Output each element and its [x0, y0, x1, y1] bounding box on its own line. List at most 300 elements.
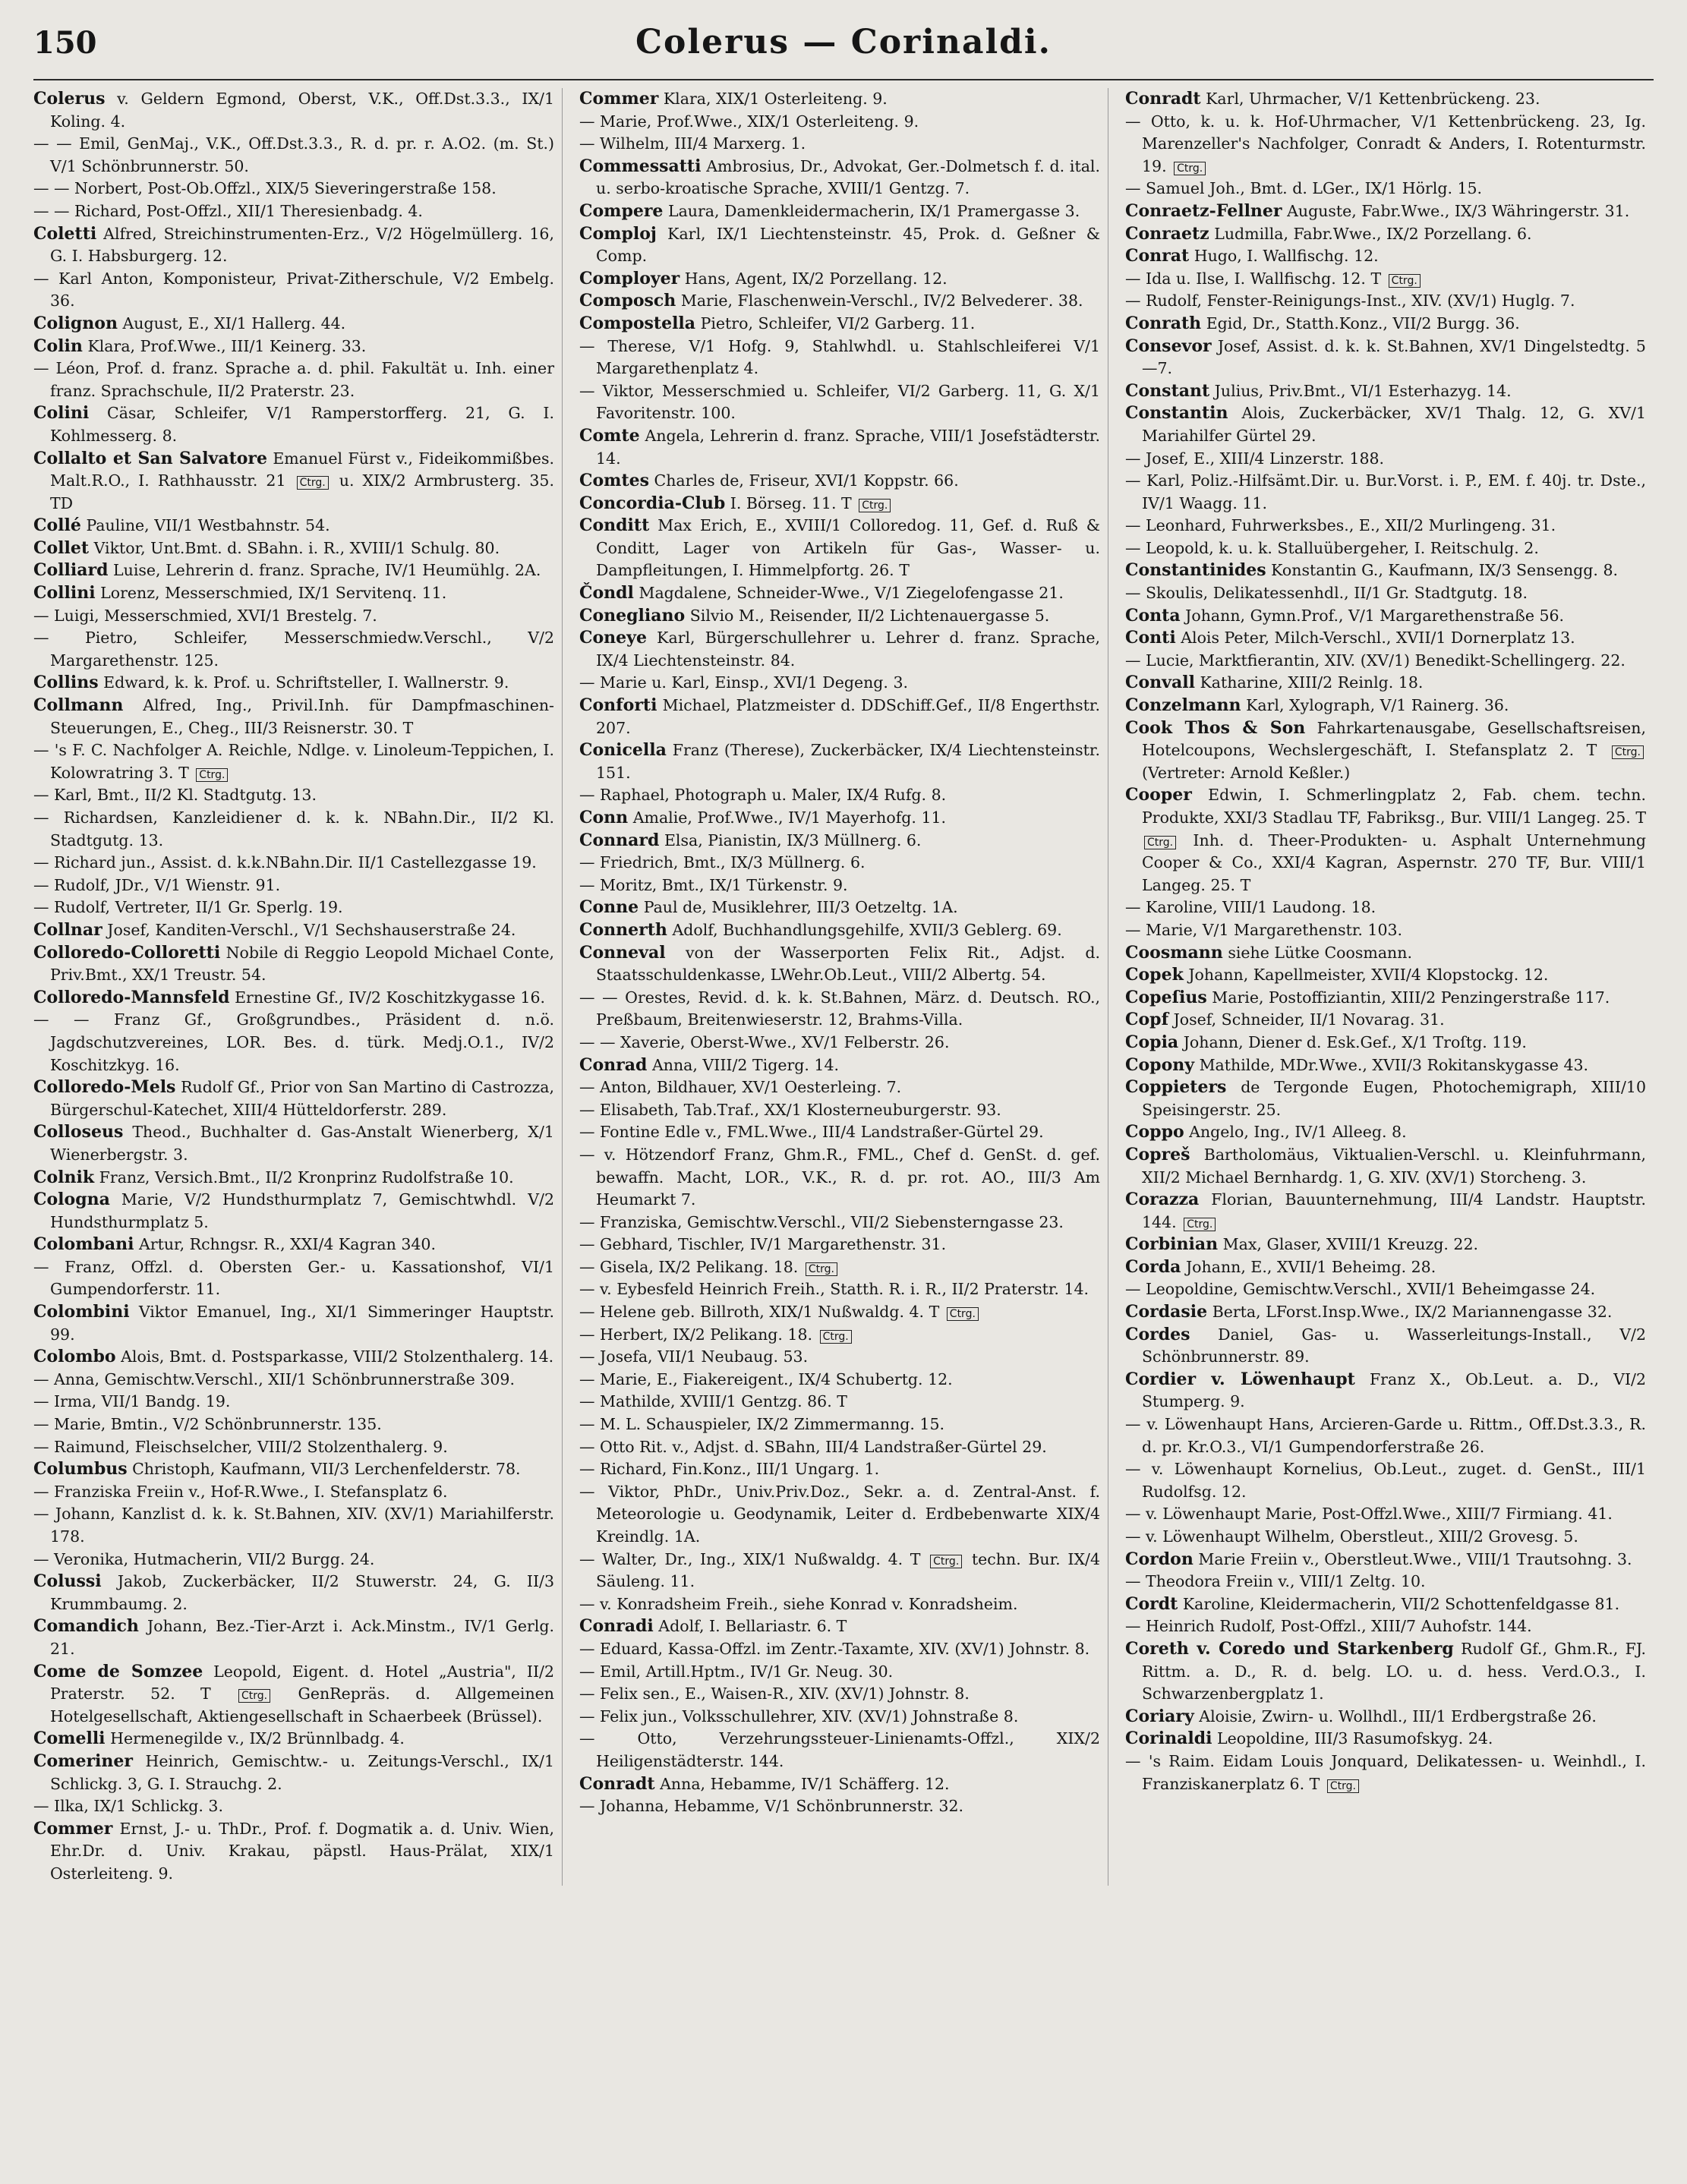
entry-details: — Johanna, Hebamme, V/1 Schönbrunnerstr. 32.: [579, 1797, 964, 1816]
directory-entry: [579, 1054, 1100, 1077]
entry-details: — Luigi, Messerschmied, XVI/1 Brestelg. 7.: [33, 606, 377, 625]
telephone-badge: Ctrg.: [1389, 274, 1421, 288]
entry-details: Florian, Bauunternehmung, III/4 Landstr. Hauptstr. 144.: [1142, 1190, 1646, 1231]
entry-details: Franz (Therese), Zuckerbäcker, IX/4 Liechtensteinstr. 151.: [596, 741, 1100, 782]
directory-entry: [579, 1549, 1100, 1593]
directory-entry: [579, 200, 1100, 223]
entry-details: Alois, Zuckerbäcker, XV/1 Thalg. 12, G. XV/1 Mariahilfer Gürtel 29.: [1142, 404, 1646, 445]
directory-entry: [579, 493, 1100, 515]
telephone-badge: Ctrg.: [1184, 1218, 1216, 1231]
entry-details: Julius, Priv.Bmt., VI/1 Esterhazyg. 14.: [1214, 381, 1512, 400]
entry-details: Cäsar, Schleifer, V/1 Ramperstorfferg. 21, G. I. Kohlmesserg. 8.: [50, 404, 554, 445]
telephone-badge: Ctrg.: [820, 1330, 852, 1344]
entry-details: — Viktor, Messerschmied u. Schleifer, VI/2 Garberg. 11, G. X/1 Favoritenstr. 100.: [579, 381, 1100, 423]
page-title: Colerus — Corinaldi.: [635, 23, 1052, 61]
directory-entry: [579, 1256, 1100, 1279]
directory-entry: [1125, 627, 1646, 650]
directory-entry: [579, 807, 1100, 830]
entry-details-continued: techn. Bur. IX/4 Säuleng. 11.: [596, 1549, 1101, 1591]
entry-surname: Conn: [579, 808, 629, 827]
directory-entry: [1125, 448, 1646, 471]
entry-details: — Viktor, PhDr., Univ.Priv.Doz., Sekr. a. d. Zentral-Anst. f. Meteorologie u. Geodynamik, Leiter d. Erdbebenwarte XIX/4 Kreindlg. 1A.: [579, 1482, 1100, 1546]
directory-entry: [579, 1481, 1100, 1549]
entry-surname: Concordia-Club: [579, 493, 726, 513]
column-3: [1125, 88, 1654, 1886]
entry-details: Franz, Versich.Bmt., II/2 Kronprinz Rudolfstraße 10.: [99, 1168, 514, 1187]
entry-details: — Raimund, Fleischselcher, VIII/2 Stolzenthalerg. 9.: [33, 1437, 448, 1456]
entry-surname: Constant: [1125, 380, 1210, 401]
entry-details: Theod., Buchhalter d. Gas-Anstalt Wienerberg, X/1 Wienerbergstr. 3.: [50, 1123, 554, 1164]
entry-details: — Pietro, Schleifer, Messerschmiedw.Verschl., V/2 Margarethenstr. 125.: [33, 629, 554, 670]
entry-details: — v. Löwenhaupt Marie, Post-Offzl.Wwe., XIII/7 Firmiang. 41.: [1125, 1505, 1613, 1524]
entry-details: — v. Eybesfeld Heinrich Freih., Statth. R. i. R., II/2 Praterstr. 14.: [579, 1280, 1089, 1299]
entry-details: Max, Glaser, XVIII/1 Kreuzg. 22.: [1222, 1235, 1479, 1254]
directory-entry: [1125, 380, 1646, 403]
entry-details: — — Norbert, Post-Ob.Offzl., XIX/5 Sieveringerstraße 158.: [33, 179, 497, 198]
entry-surname: Čondl: [579, 583, 634, 604]
directory-entry: [1125, 111, 1646, 178]
entry-surname: Copia: [1125, 1032, 1179, 1052]
entry-surname: Constantin: [1125, 403, 1228, 424]
entry-surname: Conradi: [579, 1616, 654, 1637]
directory-entry: [579, 1076, 1100, 1099]
entry-surname: Cordier v. Löwenhaupt: [1125, 1369, 1355, 1389]
telephone-badge: Ctrg.: [930, 1555, 962, 1568]
directory-entry: [33, 1346, 554, 1369]
entry-details: — v. Konradsheim Freih., siehe Konrad v. Konradsheim.: [579, 1594, 1018, 1613]
entry-details: — Richard jun., Assist. d. k.k.NBahn.Dir. II/1 Castellezgasse 19.: [33, 853, 537, 872]
entry-surname: Conraetz-Fellner: [1125, 200, 1282, 221]
directory-entry: [1125, 1301, 1646, 1324]
entry-surname: Composch: [579, 291, 676, 311]
entry-details: Berta, LForst.Insp.Wwe., IX/2 Mariannengasse 32.: [1212, 1303, 1613, 1322]
entry-details: Johann, Bez.-Tier-Arzt i. Ack.Minstm., IV/1 Gerlg. 21.: [50, 1617, 554, 1658]
directory-entry: [579, 470, 1100, 493]
entry-surname: Copreš: [1125, 1144, 1190, 1164]
entry-details: Leopoldine, III/3 Rasumofskyg. 24.: [1217, 1729, 1493, 1748]
entry-surname: Commer: [33, 1818, 113, 1839]
directory-entry: [579, 1369, 1100, 1391]
entry-details: Magdalene, Schneider-Wwe., V/1 Ziegelofengasse 21.: [639, 584, 1064, 603]
directory-entry: [33, 919, 554, 942]
entry-details: — Skoulis, Delikatessenhdl., II/1 Gr. Stadtgutg. 18.: [1125, 584, 1528, 603]
entry-surname: Collnar: [33, 919, 102, 940]
entry-details: Ludmilla, Fabr.Wwe., IX/2 Porzellang. 6.: [1214, 224, 1532, 243]
directory-entry: [579, 1278, 1100, 1301]
directory-entry: [33, 1391, 554, 1413]
entry-details: — 's Raim. Eidam Louis Jonquard, Delikatessen- u. Weinhdl., I. Franziskanerplatz 6. T: [1125, 1751, 1646, 1793]
directory-entry: [1125, 1413, 1646, 1458]
directory-entry: [33, 268, 554, 313]
entry-surname: Corbinian: [1125, 1234, 1219, 1255]
entry-details: — Elisabeth, Tab.Traf., XX/1 Klosterneuburgerstr. 93.: [579, 1100, 1001, 1119]
directory-entry: [33, 739, 554, 784]
directory-entry: [1125, 987, 1646, 1010]
entry-details: — v. Löwenhaupt Hans, Arcieren-Garde u. Rittm., Off.Dst.3.3., R. d. pr. Kr.O.3., VI/1 Gumpendorferstraße 26.: [1125, 1415, 1646, 1456]
entry-details: — Josefa, VII/1 Neubaug. 53.: [579, 1347, 809, 1366]
entry-details: — — Franz Gf., Großgrundbes., Präsident d. n.ö. Jagdschutzvereines, LOR. Bes. d. türk. Medj.O.1., IV/2 Koschitzkyg. 16.: [33, 1010, 554, 1074]
entry-details: Christoph, Kaufmann, VII/3 Lerchenfelderstr. 78.: [132, 1460, 521, 1479]
directory-entry: [33, 178, 554, 200]
directory-entry: [579, 852, 1100, 875]
entry-details: — 's F. C. Nachfolger A. Reichle, Ndlge. v. Linoleum-Teppichen, I. Kolowratring 3. T: [33, 741, 554, 782]
directory-entry: [1125, 784, 1646, 897]
entry-details: Adolf, Buchhandlungsgehilfe, XVII/3 Geblerg. 69.: [672, 920, 1062, 939]
entry-surname: Comandich: [33, 1616, 139, 1637]
entry-details: Alfred, Ing., Privil.Inh. für Dampfmaschinen-Steuerungen, E., Cheg., III/3 Reisnerstr. 30. T: [50, 696, 554, 737]
directory-entry: [1125, 1009, 1646, 1032]
entry-details: — Anton, Bildhauer, XV/1 Oesterleing. 7.: [579, 1078, 902, 1097]
entry-surname: Conforti: [579, 695, 657, 716]
entry-details: — Veronika, Hutmacherin, VII/2 Burgg. 24.: [33, 1549, 375, 1568]
entry-details: — Marie, Bmtin., V/2 Schönbrunnerstr. 135.: [33, 1415, 382, 1434]
entry-details: Max Erich, E., XVIII/1 Colloredog. 11, Gef. d. Ruß & Conditt, Lager von Artikeln für Gas-, Wasser- u. Dampfleitungen, I. Himmelpfortg. 26. T: [596, 516, 1100, 580]
directory-entry: [33, 537, 554, 560]
directory-entry: [33, 852, 554, 875]
directory-entry: [33, 358, 554, 402]
entry-details: — Wilhelm, III/4 Marxerg. 1.: [579, 134, 806, 153]
entry-details: — — Emil, GenMaj., V.K., Off.Dst.3.3., R. d. pr. r. A.O2. (m. St.) V/1 Schönbrunnerstr. 50.: [33, 134, 554, 175]
directory-entry: [579, 1032, 1100, 1054]
entry-details: Ernestine Gf., IV/2 Koschitzkygasse 16.: [235, 988, 546, 1007]
entry-surname: Commessatti: [579, 156, 702, 176]
entry-details: — Irma, VII/1 Bandg. 19.: [33, 1392, 231, 1411]
entry-details: — Rudolf, Fenster-Reinigungs-Inst., XIV. (XV/1) Huglg. 7.: [1125, 292, 1575, 310]
directory-entry: [33, 1458, 554, 1481]
entry-details: — Helene geb. Billroth, XIX/1 Nußwaldg. 4. T: [579, 1303, 940, 1322]
directory-entry: [33, 672, 554, 695]
telephone-badge: Ctrg.: [1144, 836, 1176, 849]
directory-entry: [579, 268, 1100, 291]
entry-details: — Ilka, IX/1 Schlickg. 3.: [33, 1797, 223, 1816]
directory-entry: [1125, 290, 1646, 313]
entry-details: — Eduard, Kassa-Offzl. im Zentr.-Taxamte, XIV. (XV/1) Johnstr. 8.: [579, 1639, 1090, 1658]
entry-details: Leopold, Eigent. d. Hotel „Austria", II/2 Praterstr. 52. T: [50, 1662, 554, 1703]
entry-details: Hugo, I. Wallfischg. 12.: [1194, 247, 1379, 266]
directory-entry: [33, 1009, 554, 1076]
directory-entry: [33, 402, 554, 447]
entry-details: — Raphael, Photograph u. Maler, IX/4 Rufg. 8.: [579, 786, 947, 805]
directory-entry: [579, 1212, 1100, 1234]
entry-surname: Colloseus: [33, 1122, 124, 1142]
directory-entry: [579, 830, 1100, 852]
entry-surname: Colini: [33, 403, 90, 424]
entry-surname: Coppieters: [1125, 1077, 1227, 1098]
entry-details: — Ida u. Ilse, I. Wallfischg. 12. T: [1125, 269, 1382, 288]
directory-entry: [33, 695, 554, 739]
directory-entry: [579, 1728, 1100, 1773]
entry-surname: Compostella: [579, 313, 696, 333]
entry-details: Ambrosius, Dr., Advokat, Ger.-Dolmetsch f. d. ital. u. serbo-kroatische Sprache, XVIII/1 Gentzg. 7.: [596, 156, 1100, 198]
directory-entry: [1125, 964, 1646, 987]
entry-details: Angelo, Ing., IV/1 Alleeg. 8.: [1189, 1123, 1407, 1142]
directory-entry: [579, 1795, 1100, 1818]
entry-details: Viktor Emanuel, Ing., XI/1 Simmeringer Hauptstr. 99.: [50, 1303, 554, 1344]
directory-entry: [33, 223, 554, 268]
entry-surname: Collins: [33, 673, 99, 693]
directory-entry: [579, 739, 1100, 784]
directory-entry: [579, 987, 1100, 1032]
entry-surname: Colussi: [33, 1571, 102, 1592]
directory-entry: [33, 1256, 554, 1301]
directory-entry: [1125, 1638, 1646, 1706]
entry-surname: Comploj: [579, 223, 657, 244]
directory-entry: [1125, 605, 1646, 628]
entry-details: Jakob, Zuckerbäcker, II/2 Stuwerstr. 24, G. II/3 Krummbaumg. 2.: [50, 1572, 554, 1613]
directory-entry: [1125, 672, 1646, 695]
column-1: [33, 88, 563, 1886]
entry-surname: Coppo: [1125, 1122, 1184, 1142]
telephone-badge: Ctrg.: [196, 768, 228, 782]
directory-entry: [1125, 1369, 1646, 1413]
entry-details: Anna, Hebamme, IV/1 Schäfferg. 12.: [660, 1774, 950, 1793]
entry-details-continued: GenRepräs. d. Allgemeinen Hotelgesellschaft, Aktiengesellschaft in Schaerbeek (Brüssel).: [50, 1684, 554, 1725]
directory-entry: [33, 582, 554, 605]
entry-details-continued: u. XIX/2 Armbrusterg. 35. TD: [50, 471, 554, 512]
entry-details: Nobile di Reggio Leopold Michael Conte, Priv.Bmt., XX/1 Treustr. 54.: [50, 943, 554, 985]
entry-details: Klara, Prof.Wwe., III/1 Keinerg. 33.: [87, 336, 367, 355]
entry-details: — — Richard, Post-Offzl., XII/1 Theresienbadg. 4.: [33, 201, 423, 220]
directory-entry: [1125, 1503, 1646, 1526]
directory-entry: [1125, 1121, 1646, 1144]
entry-details: — v. Hötzendorf Franz, Ghm.R., FML., Chef d. GenSt. d. gef. bewaffn. Macht, LOR., V.K., R. d. pr. rot. AO., III/3 Am Heumarkt 7.: [579, 1145, 1100, 1209]
entry-details: — Otto, k. u. k. Hof-Uhrmacher, V/1 Kettenbrückeng. 23, Ig. Marenzeller's Nachfolger, Conradt & Anders, I. Rotenturmstr. 19.: [1125, 112, 1646, 175]
directory-entry: [579, 1413, 1100, 1436]
directory-entry: [579, 1346, 1100, 1369]
entry-details: Alfred, Streichinstrumenten-Erz., V/2 Högelmüllerg. 16, G. I. Habsburgerg. 12.: [50, 224, 554, 266]
entry-details: Karl, Uhrmacher, V/1 Kettenbrückeng. 23.: [1206, 90, 1540, 108]
entry-surname: Comtes: [579, 471, 650, 491]
entry-surname: Conrath: [1125, 313, 1202, 333]
directory-entry: [1125, 313, 1646, 336]
directory-entry: [1125, 336, 1646, 380]
directory-entry: [33, 1818, 554, 1886]
entry-details: Lorenz, Messerschmied, IX/1 Servitenq. 11.: [100, 584, 447, 603]
entry-details: Marie, Postoffiziantin, XIII/2 Penzingerstraße 117.: [1212, 988, 1610, 1007]
entry-details: Artur, Rchngsr. R., XXI/4 Kagran 340.: [139, 1235, 436, 1254]
entry-details: Egid, Dr., Statth.Konz., VII/2 Burgg. 36.: [1206, 314, 1520, 332]
directory-entry: [1125, 1751, 1646, 1795]
entry-details: — Léon, Prof. d. franz. Sprache a. d. phil. Fakultät u. Inh. einer franz. Sprachschule, II/2 Praterstr. 23.: [33, 359, 554, 400]
directory-entry: [579, 919, 1100, 942]
entry-surname: Conrat: [1125, 246, 1190, 266]
entry-details: — Franz, Offzl. d. Obersten Ger.- u. Kassationshof, VI/1 Gumpendorferstr. 11.: [33, 1257, 554, 1299]
directory-entry: [579, 1593, 1100, 1616]
entry-surname: Cordes: [1125, 1324, 1190, 1344]
directory-entry: [1125, 1728, 1646, 1751]
entry-surname: Colloredo-Mels: [33, 1077, 176, 1098]
directory-entry: [33, 1751, 554, 1795]
entry-details: de Tergonde Eugen, Photochemigraph, XIII/10 Speisingerstr. 25.: [1142, 1078, 1646, 1119]
entry-surname: Conradt: [1125, 89, 1201, 109]
directory-entry: [579, 313, 1100, 336]
entry-surname: Come de Somzee: [33, 1661, 203, 1681]
entry-details: Adolf, I. Bellariastr. 6. T: [658, 1617, 847, 1636]
entry-surname: Conraetz: [1125, 223, 1209, 244]
directory-entry: [33, 1369, 554, 1391]
entry-details: Rudolf Gf., Ghm.R., FJ. Rittm. a. D., R. d. belg. LO. u. d. hess. Verd.O.3., I. Schwarzenbergplatz 1.: [1142, 1639, 1646, 1703]
directory-entry: [1125, 1458, 1646, 1503]
entry-details: — Josef, E., XIII/4 Linzerstr. 188.: [1125, 449, 1385, 468]
directory-entry: [579, 1234, 1100, 1256]
entry-surname: Copf: [1125, 1010, 1169, 1030]
directory-columns: [33, 88, 1654, 1886]
directory-entry: [579, 1391, 1100, 1413]
telephone-badge: Ctrg.: [859, 499, 891, 512]
entry-details: Charles de, Friseur, XVI/1 Koppstr. 66.: [654, 471, 959, 490]
entry-surname: Cook Thos & Son: [1125, 717, 1306, 738]
directory-entry: [1125, 582, 1646, 605]
entry-surname: Corazza: [1125, 1190, 1200, 1210]
entry-details: August, E., XI/1 Hallerg. 44.: [122, 314, 346, 332]
entry-details: — Karl, Poliz.-Hilfsämt.Dir. u. Bur.Vorst. i. P., EM. f. 40j. tr. Dste., IV/1 Waagg. 11.: [1125, 471, 1646, 512]
directory-entry: [1125, 268, 1646, 291]
directory-entry: [1125, 200, 1646, 223]
entry-details: — Otto Rit. v., Adjst. d. SBahn, III/4 Landstraßer-Gürtel 29.: [579, 1437, 1047, 1456]
directory-entry: [579, 942, 1100, 987]
entry-details: — Richardsen, Kanzleidiener d. k. k. NBahn.Dir., II/2 Kl. Stadtgutg. 13.: [33, 808, 554, 849]
directory-entry: [33, 1189, 554, 1234]
entry-surname: Constantinides: [1125, 560, 1266, 581]
directory-entry: [33, 1301, 554, 1346]
directory-entry: [33, 1167, 554, 1190]
directory-entry: [33, 336, 554, 358]
entry-details: — Friedrich, Bmt., IX/3 Müllnerg. 6.: [579, 853, 866, 872]
entry-surname: Conne: [579, 897, 639, 918]
entry-details: — Johann, Kanzlist d. k. k. St.Bahnen, XIV. (XV/1) Mariahilferstr. 178.: [33, 1505, 554, 1546]
directory-entry: [33, 133, 554, 178]
directory-entry: [1125, 1054, 1646, 1077]
directory-entry: [1125, 1032, 1646, 1054]
entry-surname: Collé: [33, 515, 81, 536]
entry-surname: Collini: [33, 583, 96, 604]
entry-details: Karoline, Kleidermacherin, VII/2 Schottenfeldgasse 81.: [1182, 1594, 1620, 1613]
entry-details: — Otto, Verzehrungssteuer-Linienamts-Offzl., XIX/2 Heiligenstädterstr. 144.: [579, 1729, 1100, 1770]
entry-surname: Comelli: [33, 1729, 106, 1749]
entry-details: Ernst, J.- u. ThDr., Prof. f. Dogmatik a. d. Univ. Wien, Ehr.Dr. d. Univ. Krakau, päpstl. Haus-Prälat, XIX/1 Osterleiteng. 9.: [50, 1819, 554, 1883]
directory-entry: [1125, 1571, 1646, 1593]
directory-entry: [579, 290, 1100, 313]
directory-entry: [1125, 919, 1646, 942]
directory-entry: [579, 1099, 1100, 1122]
entry-details: — Marie, V/1 Margarethenstr. 103.: [1125, 920, 1403, 939]
entry-details: Alois Peter, Milch-Verschl., XVII/1 Dornerplatz 13.: [1181, 629, 1575, 648]
directory-entry: [579, 1661, 1100, 1684]
directory-entry: [579, 672, 1100, 695]
directory-entry: [33, 897, 554, 919]
entry-surname: Conti: [1125, 628, 1176, 648]
entry-surname: Consevor: [1125, 336, 1212, 356]
directory-entry: [1125, 223, 1646, 246]
directory-entry: [1125, 178, 1646, 200]
entry-surname: Conneval: [579, 942, 666, 963]
entry-surname: Copony: [1125, 1054, 1195, 1075]
directory-entry: [1125, 537, 1646, 560]
entry-details: — Lucie, Marktfierantin, XIV. (XV/1) Benedikt-Schellingerg. 22.: [1125, 651, 1626, 670]
directory-entry: [579, 1773, 1100, 1796]
directory-entry: [1125, 1549, 1646, 1571]
directory-entry: [579, 1683, 1100, 1706]
entry-surname: Convall: [1125, 673, 1195, 693]
directory-entry: [1125, 1324, 1646, 1369]
directory-entry: [33, 1121, 554, 1166]
entry-details: — Walter, Dr., Ing., XIX/1 Nußwaldg. 4. T: [579, 1549, 921, 1568]
directory-entry: [579, 695, 1100, 739]
entry-details: Marie, V/2 Hundsthurmplatz 7, Gemischtwhdl. V/2 Hundsthurmplatz 5.: [50, 1190, 554, 1231]
entry-surname: Comeriner: [33, 1751, 133, 1771]
entry-details: Amalie, Prof.Wwe., IV/1 Mayerhofg. 11.: [632, 808, 947, 827]
directory-entry: [579, 336, 1100, 380]
directory-entry: [1125, 717, 1646, 785]
entry-details: — Samuel Joh., Bmt. d. LGer., IX/1 Hörlg. 15.: [1125, 179, 1483, 198]
entry-details: — Karl, Bmt., II/2 Kl. Stadtgutg. 13.: [33, 786, 317, 805]
entry-details: Luise, Lehrerin d. franz. Sprache, IV/1 Heumühlg. 2A.: [113, 561, 541, 580]
directory-entry: [579, 380, 1100, 425]
telephone-badge: Ctrg.: [806, 1262, 837, 1276]
entry-details: Alois, Bmt. d. Postsparkasse, VIII/2 Stolzenthalerg. 14.: [121, 1347, 554, 1366]
entry-surname: Coneye: [579, 628, 647, 648]
directory-entry: [33, 1728, 554, 1751]
entry-details: — Moritz, Bmt., IX/1 Türkenstr. 9.: [579, 875, 848, 894]
entry-surname: Cordasie: [1125, 1302, 1208, 1322]
entry-surname: Conrad: [579, 1054, 648, 1075]
entry-details-continued: (Vertreter: Arnold Keßler.): [1142, 763, 1351, 782]
entry-details: Aloisie, Zwirn- u. Wollhdl., III/1 Erdbergstraße 26.: [1199, 1707, 1597, 1725]
directory-entry: [1125, 1189, 1646, 1234]
telephone-badge: Ctrg.: [1612, 745, 1644, 759]
entry-surname: Conicella: [579, 740, 667, 761]
entry-details: Johann, E., XVII/1 Beheimg. 28.: [1185, 1257, 1436, 1276]
entry-details: Klara, XIX/1 Osterleiteng. 9.: [663, 90, 888, 108]
directory-entry: [33, 1234, 554, 1256]
entry-surname: Coreth v. Coredo und Starkenberg: [1125, 1638, 1454, 1659]
entry-surname: Colombo: [33, 1347, 116, 1367]
entry-surname: Commer: [579, 89, 659, 109]
entry-details: — Leonhard, Fuhrwerksbes., E., XII/2 Murlingeng. 31.: [1125, 516, 1556, 535]
entry-surname: Colnik: [33, 1167, 95, 1187]
entry-details: Hermenegilde v., IX/2 Brünnlbadg. 4.: [110, 1729, 405, 1748]
directory-entry: [579, 223, 1100, 268]
entry-details: Marie, Flaschenwein-Verschl., IV/2 Belvederег. 38.: [680, 292, 1083, 310]
directory-entry: [33, 1503, 554, 1548]
directory-entry: [579, 156, 1100, 200]
entry-surname: Connerth: [579, 919, 667, 940]
directory-entry: [33, 942, 554, 987]
telephone-badge: Ctrg.: [297, 476, 329, 490]
directory-entry: [579, 1458, 1100, 1481]
entry-details: v. Geldern Egmond, Oberst, V.K., Off.Dst.3.3., IX/1 Koling. 4.: [50, 90, 554, 131]
entry-details: Karl, Xylograph, V/1 Rainerg. 36.: [1246, 696, 1509, 715]
entry-details: — Felix jun., Volksschullehrer, XIV. (XV/1) Johnstraße 8.: [579, 1707, 1019, 1725]
directory-entry: [33, 1436, 554, 1459]
entry-surname: Coriary: [1125, 1706, 1194, 1726]
directory-entry: [579, 1324, 1100, 1347]
directory-entry: [579, 1301, 1100, 1324]
directory-entry: [579, 784, 1100, 807]
entry-details: Paul de, Musiklehrer, III/3 Oetzeltg. 1A.: [643, 898, 958, 917]
directory-entry: [1125, 1144, 1646, 1189]
directory-entry: [33, 1549, 554, 1571]
entry-details: — v. Löwenhaupt Wilhelm, Oberstleut., XIII/2 Grovesg. 5.: [1125, 1527, 1578, 1546]
entry-details: Michael, Platzmeister d. DDSchiff.Gef., II/8 Engerthstr. 207.: [596, 696, 1100, 737]
directory-entry: [579, 1436, 1100, 1459]
directory-entry: [33, 559, 554, 582]
entry-surname: Colloredo-Mannsfeld: [33, 987, 230, 1007]
entry-surname: Colombani: [33, 1234, 134, 1255]
directory-entry: [33, 605, 554, 628]
directory-entry: [1125, 650, 1646, 673]
directory-entry: [1125, 942, 1646, 965]
